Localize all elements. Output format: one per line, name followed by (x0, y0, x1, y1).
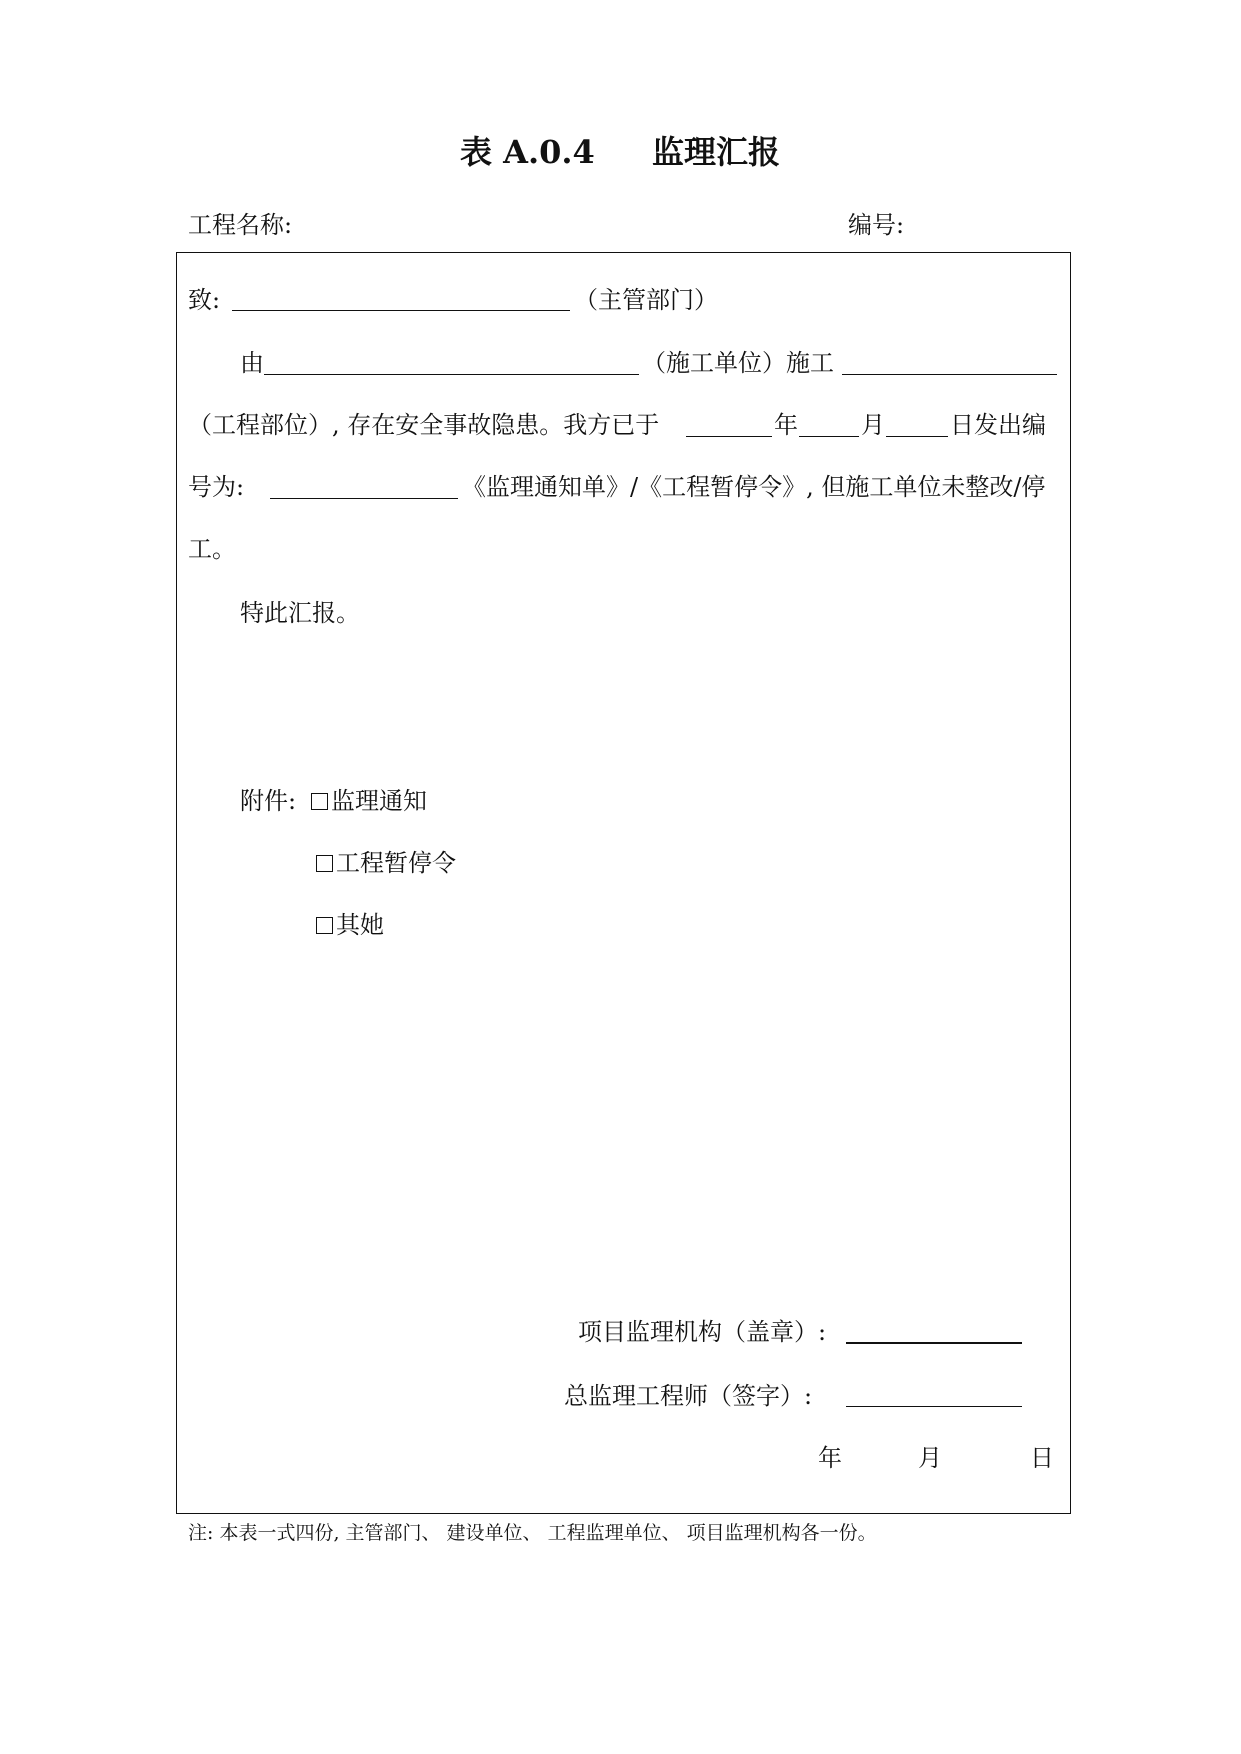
contractor-paren: （施工单位）施工 (642, 349, 834, 377)
number-label: 编号: (848, 211, 905, 239)
chief-engineer-signature-blank[interactable] (846, 1406, 1022, 1407)
number-is-label: 号为: (188, 473, 245, 501)
hazard-statement: （工程部位）, 存在安全事故隐患。我方已于 (188, 411, 660, 439)
attachment-other[interactable] (316, 910, 384, 940)
form-code: 表 A.0.4 (460, 133, 595, 171)
statement-end: 工。 (188, 535, 236, 563)
notice-number-blank[interactable] (270, 498, 458, 499)
chief-engineer-label: 总监理工程师（签字）: (564, 1382, 813, 1410)
date-month: 月 (918, 1444, 942, 1472)
to-suffix: （主管部门） (574, 286, 718, 314)
date-day: 日 (1030, 1444, 1054, 1472)
checkbox-icon[interactable] (316, 917, 333, 934)
issued-text: 日发出编 (950, 411, 1046, 439)
special-report-text: 特此汇报。 (240, 599, 360, 627)
checkbox-icon[interactable] (316, 855, 333, 872)
month-text: 月 (861, 411, 885, 439)
by-label: 由 (240, 349, 264, 377)
contractor-blank[interactable] (264, 374, 639, 375)
attachment-other-label: 其她 (336, 911, 384, 939)
project-name-label: 工程名称: (188, 211, 293, 239)
org-seal-label: 项目监理机构（盖章）: (578, 1318, 827, 1346)
year-blank[interactable] (686, 436, 772, 437)
to-label: 致: (188, 286, 221, 314)
month-blank[interactable] (799, 436, 859, 437)
to-department-blank[interactable] (232, 310, 570, 311)
day-blank[interactable] (886, 436, 948, 437)
attachment-suspension-order[interactable] (316, 848, 456, 878)
notice-statement: 《监理通知单》/《工程暂停令》, 但施工单位未整改/停 (462, 473, 1046, 501)
attachment-notice[interactable] (311, 786, 427, 816)
footnote: 注: 本表一式四份, 主管部门、 建设单位、 工程监理单位、 项目监理机构各一份。 (188, 1522, 877, 1544)
attachment-notice-label: 监理通知 (331, 787, 427, 815)
attachments-label: 附件: (240, 787, 297, 815)
attachment-suspension-label: 工程暂停令 (336, 849, 456, 877)
checkbox-icon[interactable] (311, 793, 328, 810)
work-location-blank[interactable] (842, 374, 1057, 375)
form-title: 监理汇报 (652, 133, 781, 171)
date-year: 年 (818, 1444, 842, 1472)
org-seal-blank[interactable] (846, 1342, 1022, 1344)
year-text: 年 (774, 411, 798, 439)
